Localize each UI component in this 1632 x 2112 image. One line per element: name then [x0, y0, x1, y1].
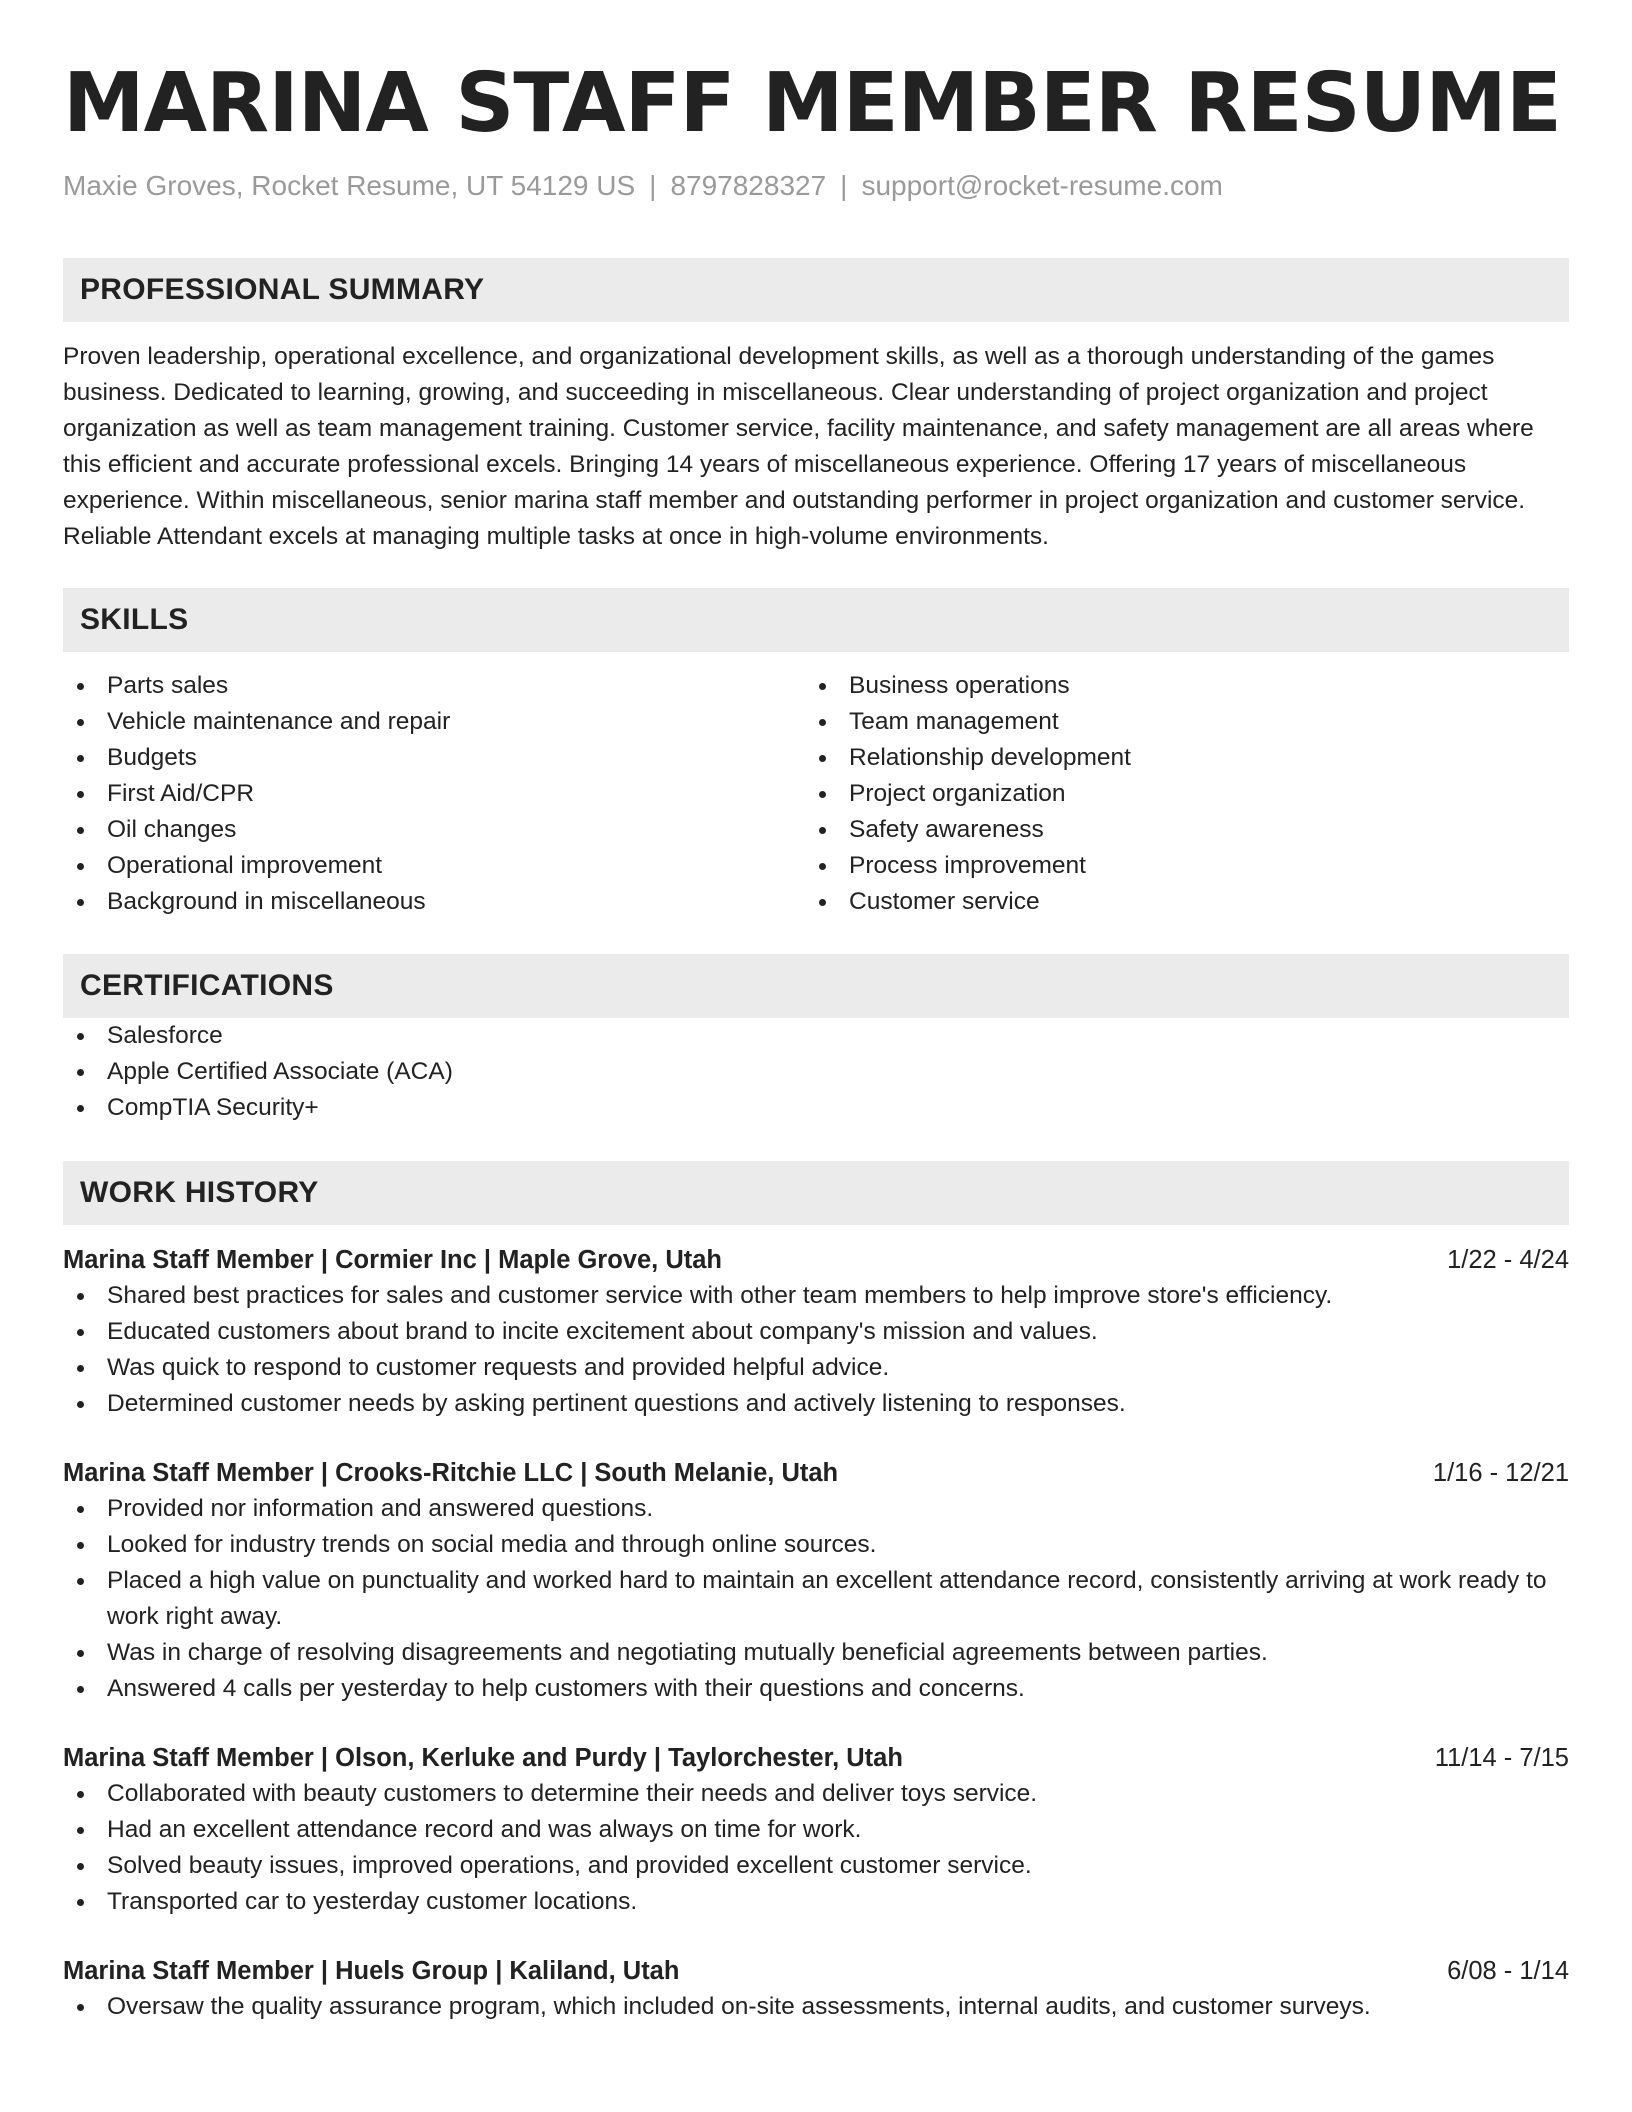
skill-item: Project organization — [805, 776, 1547, 812]
section-header-certifications: CERTIFICATIONS — [63, 954, 1569, 1018]
section-header-summary: PROFESSIONAL SUMMARY — [63, 258, 1569, 322]
skill-item: Team management — [805, 704, 1547, 740]
job-bullet: Was in charge of resolving disagreements and negotiating mutually beneficial agreements between parties. — [63, 1635, 1569, 1671]
job-bullet: Determined customer needs by asking pertinent questions and actively listening to responses. — [63, 1386, 1569, 1422]
job-entry — [63, 1740, 1569, 1920]
certification-item: Apple Certified Associate (ACA) — [63, 1054, 1569, 1090]
skills-column-right — [805, 668, 1547, 920]
contact-separator: | — [649, 170, 657, 201]
job-dates: 11/14 - 7/15 — [1434, 1744, 1569, 1772]
skill-item: Customer service — [805, 884, 1547, 920]
job-bullets — [63, 1776, 1569, 1920]
contact-email: support@rocket-resume.com — [861, 170, 1223, 201]
skill-item: Business operations — [805, 668, 1547, 704]
skill-item: First Aid/CPR — [63, 776, 805, 812]
job-dates: 1/16 - 12/21 — [1432, 1459, 1569, 1487]
job-entry — [63, 1242, 1569, 1422]
skill-item: Budgets — [63, 740, 805, 776]
skill-item: Parts sales — [63, 668, 805, 704]
job-bullet: Transported car to yesterday customer locations. — [63, 1884, 1569, 1920]
certification-item: Salesforce — [63, 1018, 1569, 1054]
certifications-list — [63, 1018, 1569, 1126]
section-header-skills: SKILLS — [63, 588, 1569, 652]
job-title: Marina Staff Member | Olson, Kerluke and Purdy | Taylorchester, Utah — [63, 1744, 903, 1772]
job-title: Marina Staff Member | Crooks-Ritchie LLC | South Melanie, Utah — [63, 1459, 839, 1487]
job-bullet: Educated customers about brand to incite excitement about company's mission and values. — [63, 1314, 1569, 1350]
job-entry — [63, 1953, 1569, 2025]
skills-grid — [63, 668, 1569, 920]
job-bullet: Collaborated with beauty customers to determine their needs and deliver toys service. — [63, 1776, 1569, 1812]
job-bullet: Answered 4 calls per yesterday to help customers with their questions and concerns. — [63, 1671, 1569, 1707]
job-bullet: Solved beauty issues, improved operations, and provided excellent customer service. — [63, 1848, 1569, 1884]
job-bullet: Looked for industry trends on social media and through online sources. — [63, 1527, 1569, 1563]
contact-separator: | — [840, 170, 848, 201]
contact-line — [63, 166, 1569, 206]
contact-address: Maxie Groves, Rocket Resume, UT 54129 US — [63, 170, 636, 201]
job-bullet: Placed a high value on punctuality and worked hard to maintain an excellent attendance record, consistently arriving at work ready to work right away. — [63, 1563, 1569, 1635]
job-bullets — [63, 1989, 1569, 2025]
contact-phone: 8797828327 — [670, 170, 827, 201]
job-bullet: Was quick to respond to customer requests and provided helpful advice. — [63, 1350, 1569, 1386]
resume-title: MARINA STAFF MEMBER RESUME — [63, 56, 1561, 151]
job-bullet: Shared best practices for sales and customer service with other team members to help improve store's efficiency. — [63, 1278, 1569, 1314]
job-bullet: Oversaw the quality assurance program, which included on-site assessments, internal audits, and customer surveys. — [63, 1989, 1569, 2025]
skill-item: Operational improvement — [63, 848, 805, 884]
job-title: Marina Staff Member | Huels Group | Kaliland, Utah — [63, 1957, 680, 1985]
job-header — [63, 1455, 1569, 1491]
summary-text: Proven leadership, operational excellence, and organizational development skills, as well as a thorough understanding of the games business. Dedicated to learning, growing, and succeeding in miscellaneous. Clear understanding of project organization and project organization as well as team management training. Customer service, facility maintenance, and safety management are all areas where this efficient and accurate professional excels. Bringing 14 years of miscellaneous experience. Offering 17 years of miscellaneous experience. Within miscellaneous, senior marina staff member and outstanding performer in project organization and customer service. Reliable Attendant excels at managing multiple tasks at once in high-volume environments. — [63, 343, 1534, 550]
job-header — [63, 1740, 1569, 1776]
skill-item: Background in miscellaneous — [63, 884, 805, 920]
job-title: Marina Staff Member | Cormier Inc | Maple Grove, Utah — [63, 1246, 723, 1274]
skill-item: Oil changes — [63, 812, 805, 848]
job-bullets — [63, 1278, 1569, 1422]
job-header — [63, 1242, 1569, 1278]
job-dates: 1/22 - 4/24 — [1447, 1246, 1569, 1274]
skill-item: Vehicle maintenance and repair — [63, 704, 805, 740]
job-bullets — [63, 1491, 1569, 1707]
skill-item: Safety awareness — [805, 812, 1547, 848]
section-header-work-history: WORK HISTORY — [63, 1161, 1569, 1225]
skill-item: Relationship development — [805, 740, 1547, 776]
certification-item: CompTIA Security+ — [63, 1090, 1569, 1126]
job-bullet: Provided nor information and answered questions. — [63, 1491, 1569, 1527]
job-dates: 6/08 - 1/14 — [1447, 1957, 1569, 1985]
job-bullet: Had an excellent attendance record and was always on time for work. — [63, 1812, 1569, 1848]
skills-column-left — [63, 668, 805, 920]
job-entry — [63, 1455, 1569, 1707]
job-header — [63, 1953, 1569, 1989]
skill-item: Process improvement — [805, 848, 1547, 884]
